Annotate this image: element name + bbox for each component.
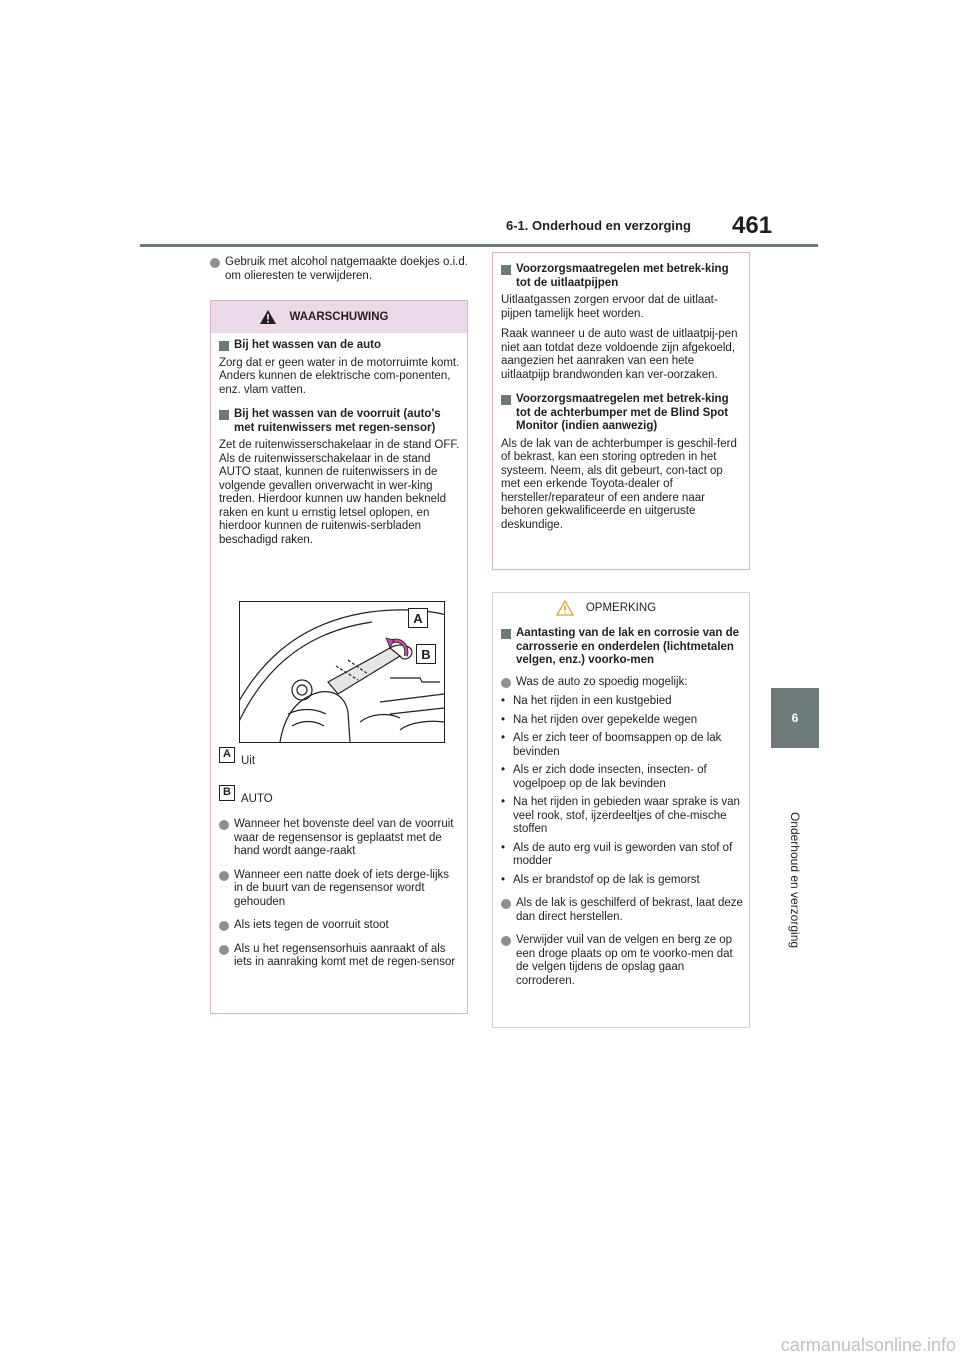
wiper-switch-illustration xyxy=(239,601,445,743)
bullet-icon xyxy=(501,678,511,688)
warning-content xyxy=(219,339,461,554)
warning-heading: WAARSCHUWING xyxy=(289,311,389,323)
warning-bullet-4: Als u het regensensorhuis aanraakt of als iets in aanraking komt met de regen-sensor xyxy=(219,943,461,970)
bumper-text: Als de lak van de achterbumper is geschil-ferd of bekrast, kan een storing optreden in het systeem. Neem, als dit gebeurt, con-tact op met een erkende Toyota-dealer of hersteller/reparateur of een andere naar behoren gekwalificeerde en uitgeruste deskundige. xyxy=(501,437,737,531)
figure-label-a: A xyxy=(408,608,428,628)
square-bullet-icon xyxy=(501,395,511,405)
note-heading: OPMERKING xyxy=(585,602,657,614)
warning-legend-and-bullets xyxy=(219,747,461,977)
warning-bullet-2: Wanneer een natte doek of iets derge-lijks in de buurt van de regensensor wordt gehouden xyxy=(219,869,461,910)
note-dash-1: • Na het rijden in een kustgebied xyxy=(501,695,672,707)
note-dash-7: • Als er brandstof op de lak is gemorst xyxy=(501,873,700,886)
chapter-number: 6 xyxy=(791,711,799,725)
bullet-icon xyxy=(219,820,229,830)
exhaust-section-title: Voorzorgsmaatregelen met betrek-king tot de uitlaatpijpen xyxy=(501,263,743,290)
warning-continuation-content xyxy=(501,263,743,539)
square-bullet-icon xyxy=(501,265,511,275)
bullet-icon xyxy=(219,945,229,955)
legend-key-a: A xyxy=(219,747,235,763)
bumper-section-title: Voorzorgsmaatregelen met betrek-king tot de achterbumper met de Blind Spot Monitor (indien aanwezig) xyxy=(501,393,743,434)
warning-section-2-text: Zet de ruitenwisserschakelaar in de stand OFF. Als de ruitenwisserschakelaar in de stand AUTO staat, kunnen de ruitenwissers in de volgende gevallen onverwacht in wer-king treden. Hierdoor kunnen uw handen bekneld raken en kunt u ernstig letsel oplopen, en hierdoor kunnen de ruitenwis-serbladen beschadigd raken. xyxy=(219,439,460,546)
note-header xyxy=(493,593,749,623)
warning-section-1-title: Bij het wassen van de auto xyxy=(219,339,461,353)
note-dash-6: • Als de auto erg vuil is geworden van stof of modder xyxy=(501,841,733,867)
exhaust-text-1: Uitlaatgassen zorgen ervoor dat de uitlaat-pijpen tamelijk heet worden. xyxy=(501,294,718,320)
exhaust-text-2: Raak wanneer u de auto wast de uitlaatpij-pen niet aan totdat deze voldoende zijn afgekoeld, aangezien het aanraken van een hete uitlaatpijp brandwonden kan ver-oorzaken. xyxy=(501,328,738,381)
legend-text-b: AUTO xyxy=(241,792,273,805)
note-box xyxy=(492,592,750,1028)
paint-section-title: Aantasting van de lak en corrosie van de carrosserie en onderdelen (lichtmetalen velgen, enz.) voorko-men xyxy=(501,627,743,668)
legend-item-a xyxy=(219,747,461,769)
warning-triangle-icon xyxy=(259,309,277,325)
note-bullet-2: Als de lak is geschilferd of bekrast, laat deze dan direct herstellen. xyxy=(501,897,743,924)
intro-bullet-text: Gebruik met alcohol natgemaakte doekjes o.i.d. om olieresten te verwijderen. xyxy=(225,256,468,282)
notice-triangle-icon xyxy=(556,600,574,616)
intro-bullet xyxy=(210,256,468,283)
chapter-title: Onderhoud en verzorging xyxy=(788,811,802,949)
note-dash-3: • Als er zich teer of boomsappen op de lak bevinden xyxy=(501,732,722,758)
figure-label-b: B xyxy=(416,644,436,664)
warning-section-2-title: Bij het wassen van de voorruit (auto's met ruitenwissers met regen-sensor) xyxy=(219,408,461,435)
warning-continuation-box xyxy=(492,252,750,570)
warning-header xyxy=(211,301,467,333)
bullet-icon xyxy=(219,871,229,881)
bullet-icon xyxy=(501,936,511,946)
bullet-icon xyxy=(219,921,229,931)
square-bullet-icon xyxy=(501,629,511,639)
square-bullet-icon xyxy=(219,410,229,420)
warning-box xyxy=(210,300,468,1014)
legend-key-b: B xyxy=(219,785,235,801)
note-dash-5: • Na het rijden in gebieden waar sprake is van veel rook, stof, ijzerdeeltjes of che-mische stoffen xyxy=(501,796,740,835)
note-bullet-1: Was de auto zo spoedig mogelijk: xyxy=(501,676,743,690)
note-content xyxy=(501,627,743,988)
header-rule xyxy=(140,244,818,247)
chapter-tab[interactable] xyxy=(771,688,819,748)
note-dash-4: • Als er zich dode insecten, insecten- of vogelpoep op de lak bevinden xyxy=(501,764,707,790)
bullet-icon xyxy=(501,899,511,909)
page-number: 461 xyxy=(732,212,773,239)
legend-text-a: Uit xyxy=(241,755,256,767)
warning-bullet-1: Wanneer het bovenste deel van de voorruit waar de regensensor is geplaatst met de hand wordt aange-raakt xyxy=(219,818,461,859)
warning-bullet-3: Als iets tegen de voorruit stoot xyxy=(219,919,461,933)
section-title: 6-1. Onderhoud en verzorging xyxy=(506,218,691,233)
note-dash-2: • Na het rijden over gepekelde wegen xyxy=(501,713,698,726)
warning-section-1-text: Zorg dat er geen water in de motorruimte komt. Anders kunnen de elektrische com-ponenten, enz. vlam vatten. xyxy=(219,356,460,396)
square-bullet-icon xyxy=(219,341,229,351)
watermark[interactable]: carmanualsonline.info xyxy=(780,1335,956,1355)
legend-item-b xyxy=(219,785,461,807)
bullet-icon xyxy=(210,258,220,268)
note-bullet-3: Verwijder vuil van de velgen en berg ze op een droge plaats op om te voorko-men dat de velgen tijdens de opslag gaan corroderen. xyxy=(501,934,743,988)
